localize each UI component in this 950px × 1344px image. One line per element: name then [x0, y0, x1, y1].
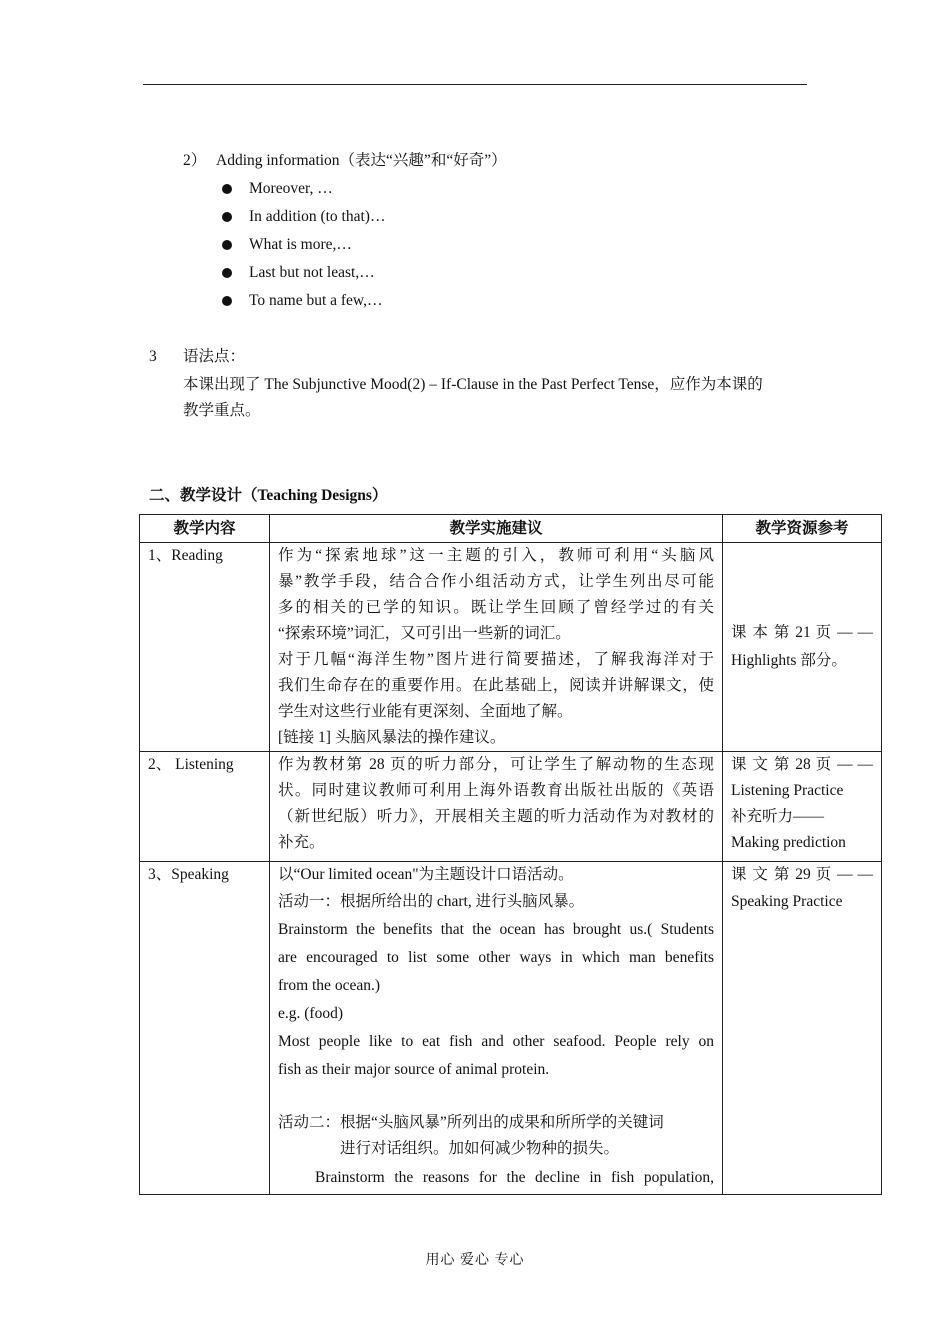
advice-line: Most people like to eat fish and other seafood. People rely on — [278, 1033, 714, 1050]
advice-line: e.g. (food) — [278, 1005, 343, 1022]
advice-line: “探索环境”词汇，又可引出一些新的词汇。 — [278, 625, 571, 642]
blank-spacer — [278, 1084, 714, 1110]
advice-line: Brainstorm the reasons for the decline in fish population, — [315, 1169, 714, 1186]
resource-line: 补充听力—— — [731, 808, 825, 825]
advice-line: 活动一：根据所给出的 chart, 进行头脑风暴。 — [278, 893, 585, 910]
bullet-item: In addition (to that)… — [249, 208, 386, 225]
advice-line: 对于几幅“海洋生物”图片进行简要描述，了解我海洋对于 — [278, 651, 714, 668]
advice-line: [链接 1] 头脑风暴法的操作建议。 — [278, 729, 506, 746]
resource-cell — [723, 543, 882, 752]
bullet-dot — [222, 184, 232, 194]
advice-line: 进行对话组织。加如何减少物种的损失。 — [340, 1140, 620, 1157]
advice-line: 作为教材第 28 页的听力部分，可让学生了解动物的生态现 — [278, 756, 714, 773]
resource-line: 课 本 第 21 页 — — — [731, 624, 873, 641]
table-header: 教学实施建议 — [270, 515, 723, 543]
grammar-number: 3 — [149, 348, 157, 365]
advice-line: fish as their major source of animal protein. — [278, 1061, 550, 1078]
resource-line: Making prediction — [731, 834, 846, 851]
bullet-item: Last but not least,… — [249, 264, 375, 281]
bullet-item: What is more,… — [249, 236, 352, 253]
advice-cell — [270, 543, 723, 752]
page-footer: 用心 爱心 专心 — [425, 1253, 525, 1268]
grammar-title: 语法点： — [183, 348, 246, 365]
table-row — [140, 543, 882, 752]
advice-line: 多的相关的已学的知识。既让学生回顾了曾经学过的有关 — [278, 599, 714, 616]
content-cell: 2、 Listening — [140, 752, 270, 862]
advice-cell — [270, 862, 723, 1195]
advice-line: 作为“探索地球”这一主题的引入，教师可利用“头脑风 — [278, 547, 714, 564]
design-heading: 二、教学设计（Teaching Designs） — [149, 487, 388, 504]
table-header: 教学资源参考 — [723, 515, 882, 543]
grammar-text-line: 本课出现了 The Subjunctive Mood(2) – If-Clause in the Past Perfect Tense，应作为本课的 — [183, 376, 763, 393]
bullet-item: Moreover, … — [249, 180, 333, 197]
activity-two — [278, 1110, 714, 1162]
resource-line: Listening Practice — [731, 782, 844, 799]
content-cell: 3、Speaking — [140, 862, 270, 1195]
header-rule — [143, 84, 807, 85]
bullet-item: To name but a few,… — [249, 292, 383, 309]
table-header: 教学内容 — [140, 515, 270, 543]
advice-line: 我们生命存在的重要作用。在此基础上，阅读并讲解课文，使 — [278, 677, 714, 694]
advice-line: 以“Our limited ocean"为主题设计口语活动。 — [278, 866, 574, 883]
activity-two-label: 活动二： — [278, 1114, 341, 1131]
activity-two-text — [340, 1110, 664, 1162]
advice-line: Brainstorm the benefits that the ocean has brought us.( Students — [278, 921, 714, 938]
bullet-dot — [222, 296, 232, 306]
advice-line: 根据“头脑风暴”所列出的成果和所所学的关键词 — [340, 1114, 664, 1131]
advice-cell — [270, 752, 723, 862]
advice-line: 学生对这些行业能有更深刻、全面地了解。 — [278, 703, 573, 720]
advice-line: from the ocean.) — [278, 977, 380, 994]
grammar-text-line: 教学重点。 — [183, 402, 261, 419]
table-row — [140, 752, 882, 862]
table-row — [140, 862, 882, 1195]
resource-line: 课 文 第 28 页 — — — [731, 756, 873, 773]
resource-cell — [723, 862, 882, 1195]
bullet-dot — [222, 212, 232, 222]
advice-line: 补充。 — [278, 834, 325, 851]
bullet-dot — [222, 268, 232, 278]
resource-cell — [723, 752, 882, 862]
advice-line: are encouraged to list some other ways in which man benefits — [278, 949, 714, 966]
resource-line: Highlights 部分。 — [731, 652, 847, 669]
advice-line: 状。同时建议教师可利用上海外语教育出版社出版的《英语 — [278, 782, 714, 799]
teaching-design-table — [139, 514, 882, 1195]
resource-line: Speaking Practice — [731, 893, 843, 910]
resource-line: 课 文 第 29 页 — — — [731, 866, 873, 883]
table-header-row — [140, 515, 882, 543]
advice-line: （新世纪版）听力》，开展相关主题的听力活动作为对教材的 — [278, 808, 714, 825]
section-adding-title: Adding information（表达“兴趣”和“好奇”） — [216, 152, 507, 169]
bullet-dot — [222, 240, 232, 250]
advice-line: 暴”教学手段，结合合作小组活动方式，让学生列出尽可能 — [278, 573, 714, 590]
section-adding-number: 2） — [183, 152, 207, 169]
content-cell: 1、Reading — [140, 543, 270, 752]
